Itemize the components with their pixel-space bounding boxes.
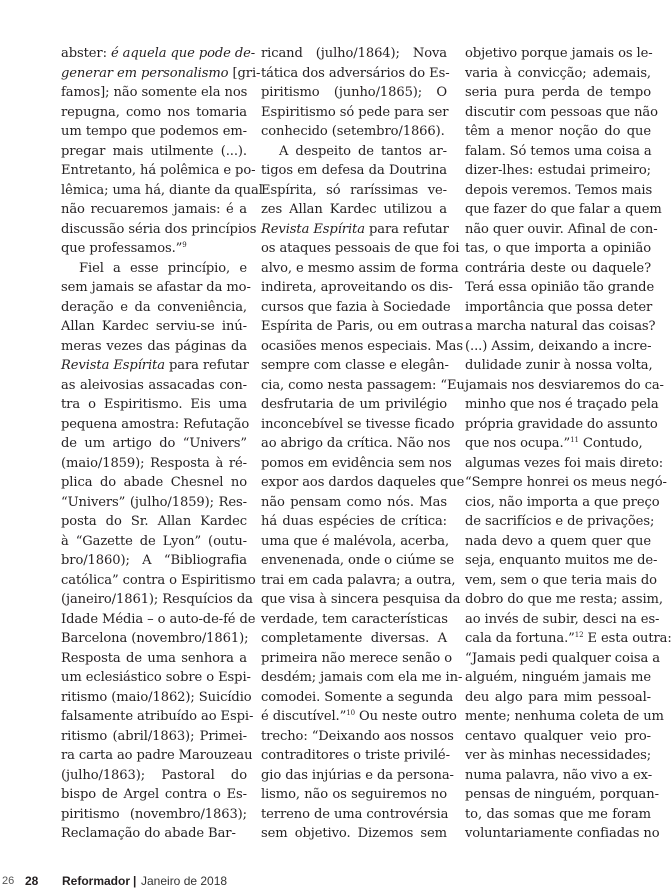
italic-text: Revista Espírita [61, 358, 165, 373]
text-line [465, 337, 651, 357]
text-segment: deu algo para mim pessoal- [465, 689, 651, 705]
text-segment: as aleivosias assacadas con- [61, 377, 247, 393]
text-segment: à “Gazette de Lyon” (outu- [61, 533, 247, 549]
text-segment: A despeito de tantos ar- [279, 143, 447, 159]
text-line [61, 571, 256, 591]
text-line [261, 376, 465, 396]
text-line [261, 239, 460, 259]
text-line [465, 161, 651, 181]
text-segment: (maio/1859); Resposta à ré- [61, 455, 247, 471]
text-line [465, 220, 658, 240]
text-line [261, 454, 452, 474]
text-line [261, 551, 454, 571]
text-segment: depois veremos. Temos mais [465, 182, 653, 198]
text-segment: pregar mais utilmente (...). [61, 143, 247, 159]
text-segment: vem, sem o que teria mais do [465, 572, 657, 588]
text-line [61, 278, 251, 298]
text-segment: centavo qualquer veio pro- [465, 728, 651, 744]
text-segment: tas, o que importa a opinião [465, 241, 651, 256]
text-segment: que fazer do que falar a quem [465, 202, 662, 217]
text-segment: que nos ocupa.” [465, 436, 571, 451]
text-segment: é discutível.” [261, 709, 347, 724]
text-segment: ver às minhas necessidades; [465, 748, 652, 763]
text-line [61, 746, 253, 766]
text-line [61, 824, 247, 844]
page-footer [0, 873, 657, 892]
text-segment: (julho/1863); Pastoral do [61, 767, 247, 783]
footnote-marker: 10 [346, 709, 355, 717]
text-line [61, 649, 247, 669]
text-line [61, 239, 247, 259]
text-segment: tática dos adversários do Es- [261, 65, 450, 81]
text-segment: dobro do que me resta; assim, [465, 592, 663, 607]
italic-text: Revista Espírita [261, 221, 365, 237]
text-segment: ocasiões menos especiais. Mas [261, 338, 463, 354]
text-segment: bispo de Argel contra o Es- [61, 787, 247, 802]
text-segment: importância que possa deter [465, 299, 653, 315]
text-line [465, 824, 660, 844]
text-line [465, 64, 651, 84]
text-line [61, 727, 247, 747]
text-line [61, 473, 247, 493]
text-segment: Resposta de uma senhora a [61, 650, 247, 666]
text-line [465, 415, 658, 435]
text-segment: (...) Assim, deixando a incre- [465, 338, 652, 354]
text-line [465, 473, 667, 493]
footnote-marker: 12 [574, 631, 584, 639]
text-line [465, 434, 651, 454]
text-segment: uma que é malévola, acerba, [261, 533, 450, 549]
text-segment: piritismo (junho/1865); O [261, 85, 447, 100]
text-line [261, 610, 447, 630]
text-segment: um tempo que podemos em- [61, 124, 247, 139]
text-line [61, 161, 256, 181]
text-line [61, 298, 247, 318]
text-line [61, 551, 247, 571]
text-segment: Espiritismo só pede para ser [261, 104, 449, 120]
text-column-3 [465, 44, 672, 844]
text-line [465, 356, 651, 376]
text-line [261, 688, 454, 708]
footer-issue-date: Janeiro de 2018 [141, 874, 228, 888]
text-segment: Idade Média – o auto-de-fé de [61, 611, 256, 627]
text-line [61, 337, 247, 357]
text-line [261, 785, 447, 805]
text-line [261, 434, 451, 454]
text-line [261, 64, 450, 84]
text-line [465, 122, 651, 142]
text-line [465, 610, 660, 630]
text-line [465, 239, 651, 259]
text-segment: plica do abade Chesnel no [61, 475, 247, 490]
text-line [465, 454, 664, 474]
text-segment: objetivo porque jamais os le- [465, 46, 653, 61]
text-segment: (janeiro/1861); Resquícios da [61, 592, 253, 607]
text-segment: lismo, não os seguiremos no [261, 787, 447, 802]
text-segment: primeira não merece senão o [261, 650, 453, 666]
text-segment: para refutar [364, 221, 449, 237]
text-segment: conhecido (setembro/1866). [261, 124, 445, 139]
text-segment: dulidade zunir à nossa volta, [465, 358, 653, 373]
text-segment: verdade, tem características [261, 611, 448, 627]
text-segment: alvo, e mesmo assim de forma [261, 260, 459, 276]
text-segment: posta do Sr. Allan Kardec [61, 514, 247, 529]
text-line [465, 571, 657, 591]
text-line [61, 64, 261, 84]
text-segment: algumas vezes foi mais direto: [465, 455, 664, 471]
text-line [61, 395, 247, 415]
text-segment: cala da fortuna.” [465, 631, 575, 646]
text-line [261, 161, 447, 181]
text-segment: Barcelona (novembro/1861); [61, 631, 249, 646]
text-segment: trai em cada palavra; a outra, [261, 572, 456, 588]
text-segment: completamente diversas. A [261, 631, 447, 646]
text-segment: bro/1860); A “Bibliografia [61, 553, 247, 568]
text-segment: não pensam como nós. Mas [261, 494, 447, 510]
text-line [61, 590, 253, 610]
text-segment: falsamente atribuído ao Espi- [61, 709, 254, 724]
text-segment: que professamos.” [61, 241, 183, 256]
text-line [261, 278, 453, 298]
text-segment: mente; nenhuma coleta de um [465, 709, 664, 724]
text-line [261, 259, 459, 279]
text-line [465, 649, 660, 669]
text-line [465, 707, 664, 727]
text-line [261, 395, 447, 415]
text-line [61, 220, 257, 240]
text-segment: tigos em defesa da Doutrina [261, 163, 447, 178]
text-line [61, 200, 247, 220]
text-segment: Entretanto, há polêmica e po- [61, 163, 256, 178]
text-segment: “Univers” (julho/1859); Res- [61, 494, 247, 510]
text-line [465, 83, 651, 103]
text-segment: Reclamação do abade Bar- [61, 826, 236, 841]
text-segment: “Jamais pedi qualquer coisa a [465, 650, 660, 666]
text-segment: discussão séria dos princípios [61, 221, 257, 237]
text-line [465, 103, 658, 123]
text-segment: católica” contra o Espiritismo [61, 572, 256, 588]
text-line [61, 766, 247, 786]
text-segment: ritismo (maio/1862); Suicídio [61, 689, 252, 705]
text-segment: desdém; jamais com ela me in- [261, 670, 463, 685]
text-segment: Contudo, [578, 436, 643, 451]
text-line [261, 103, 447, 123]
footer-magazine-name: Reformador [62, 874, 131, 888]
text-segment: minho que nos é traçado pela [465, 397, 659, 412]
text-line [261, 532, 450, 552]
text-line [61, 454, 247, 474]
text-segment: terreno de uma controvérsia [261, 806, 449, 822]
text-segment: que visa à sincera pesquisa da [261, 592, 461, 607]
text-segment: Ou neste outro [354, 709, 457, 724]
italic-text: generar em personalismo [61, 65, 229, 81]
text-segment: alguém, ninguém jamais me [465, 670, 651, 685]
text-line [61, 805, 247, 825]
text-segment: discutir com pessoas que não [465, 104, 658, 120]
text-segment: contrária deste ou daquele? [465, 260, 651, 276]
text-line [261, 805, 447, 825]
text-segment: abster: [61, 46, 111, 61]
text-segment: própria gravidade do assunto [465, 416, 658, 432]
text-line [261, 727, 454, 747]
text-line [465, 805, 651, 825]
text-segment: varia à convicção; ademais, [465, 65, 651, 81]
text-line [61, 83, 247, 103]
text-line [61, 259, 247, 279]
text-line [261, 142, 447, 162]
text-segment: lêmica; uma há, diante da qual [61, 182, 263, 198]
text-segment: repugna, como nos tomaria [61, 104, 247, 120]
text-line [261, 493, 447, 513]
text-line [261, 415, 455, 435]
text-segment: comodei. Somente a segunda [261, 689, 454, 705]
text-segment: to, das somas que me foram [465, 806, 651, 822]
text-segment: ra carta ao padre Marouzeau [61, 748, 253, 763]
text-line [61, 688, 252, 708]
text-line [465, 181, 651, 201]
text-segment: contraditores o triste privilé- [261, 748, 450, 763]
text-segment: piritismo (novembro/1863); [61, 806, 247, 822]
text-line [465, 551, 658, 571]
text-line [61, 142, 247, 162]
text-segment: desfrutaria de um privilégio [261, 397, 447, 412]
text-line [465, 493, 660, 513]
text-line [261, 766, 454, 786]
text-line [61, 415, 250, 435]
text-segment: Espírita de Paris, ou em outras [261, 319, 464, 334]
text-line [61, 376, 247, 396]
footer-page-number-small: 26 [2, 875, 15, 887]
text-segment: tra o Espiritismo. Eis uma [61, 397, 247, 412]
text-line [465, 278, 655, 298]
text-segment: [gri- [228, 65, 261, 81]
text-line [261, 220, 447, 240]
text-line [261, 83, 447, 103]
text-segment: têm a menor noção do que [465, 124, 651, 139]
text-line [465, 590, 663, 610]
text-segment: ao invés de subir, desci na es- [465, 611, 660, 627]
text-line [465, 688, 651, 708]
text-segment: voluntariamente confiadas no [465, 826, 660, 841]
text-segment: deração e da conveniência, [61, 299, 247, 315]
text-segment: expor aos dardos daqueles que [261, 475, 465, 490]
text-segment: meras vezes das páginas da [61, 338, 247, 354]
text-line [465, 259, 651, 279]
text-line [261, 356, 447, 376]
text-segment: indireta, aproveitando os dis- [261, 280, 453, 295]
text-line [465, 766, 651, 786]
text-line [465, 668, 651, 688]
text-line [261, 298, 451, 318]
text-line [261, 629, 447, 649]
text-column-2 [261, 44, 465, 844]
text-line [261, 668, 463, 688]
text-segment: seja, enquanto muitos me de- [465, 553, 658, 568]
text-line [261, 317, 464, 337]
text-line [261, 824, 447, 844]
text-segment: pensas de ninguém, porquan- [465, 787, 659, 802]
text-line [61, 512, 247, 532]
text-line [261, 200, 447, 220]
text-segment: um eclesiástico sobre o Espi- [61, 670, 251, 685]
text-line [61, 629, 247, 649]
text-segment: não recuaremos jamais: é a [61, 202, 247, 217]
text-segment: os ataques pessoais de que foi [261, 241, 460, 256]
text-line [261, 571, 456, 591]
text-line [261, 337, 463, 357]
text-line [465, 532, 651, 552]
text-segment: E esta outra: [583, 631, 672, 646]
footnote-marker: 9 [182, 241, 187, 249]
text-line [465, 395, 659, 415]
text-line [261, 44, 447, 64]
text-segment: seria pura perda de tempo [465, 85, 651, 100]
text-segment: jamais nos desviaremos do ca- [465, 377, 664, 393]
text-line [261, 473, 465, 493]
text-segment: gio das injúrias e da persona- [261, 767, 454, 783]
text-segment: cios, não importa a que preço [465, 494, 660, 510]
text-segment: zes Allan Kardec utilizou a [261, 202, 447, 217]
text-line [61, 785, 247, 805]
text-line [465, 746, 651, 766]
text-line [61, 181, 263, 201]
text-segment: sempre com classe e elegân- [261, 358, 449, 373]
text-line [465, 785, 659, 805]
text-segment: há duas espécies de crítica: [261, 514, 447, 529]
text-line [61, 434, 247, 454]
text-line [61, 532, 247, 552]
italic-text: é aquela que pode de- [110, 46, 256, 61]
text-segment: “Sempre honrei os meus negó- [465, 475, 667, 490]
text-line [465, 44, 651, 64]
text-segment: famos]; não somente ela nos [61, 85, 248, 100]
text-segment: não quer ouvir. Afinal de con- [465, 221, 658, 237]
text-segment: Espírita, só raríssimas ve- [261, 182, 447, 198]
text-segment: ricand (julho/1864); Nova [261, 46, 447, 61]
text-segment: numa palavra, não vivo a ex- [465, 767, 653, 783]
footer-page-number: 28 [25, 874, 39, 888]
text-segment: falam. Só temos uma coisa a [465, 143, 652, 159]
text-line [61, 103, 247, 123]
text-segment: dizer-lhes: estudai primeiro; [465, 163, 651, 178]
text-line [465, 142, 651, 162]
text-line [465, 376, 664, 396]
text-segment: nada devo a quem quer que [465, 533, 651, 549]
text-line [61, 356, 247, 376]
text-segment: pequena amostra: Refutação [61, 416, 250, 432]
text-segment: Terá essa opinião tão grande [465, 280, 655, 295]
text-line [261, 707, 457, 727]
text-segment: de sacrifícios e de privações; [465, 514, 655, 529]
text-line [465, 727, 651, 747]
text-segment: sem jamais se afastar da mo- [61, 280, 251, 295]
text-line [61, 122, 247, 142]
text-line [465, 512, 655, 532]
text-segment: ao abrigo da crítica. Não nos [261, 436, 451, 451]
text-line [261, 746, 450, 766]
text-segment: sem objetivo. Dizemos sem [261, 826, 447, 841]
text-line [61, 493, 247, 513]
text-line [465, 317, 656, 337]
text-segment: ritismo (abril/1863); Primei- [61, 728, 247, 744]
text-segment: cursos que fazia à Sociedade [261, 299, 451, 315]
text-line [465, 298, 651, 318]
text-line [61, 610, 256, 630]
text-line [261, 649, 453, 669]
text-segment: envenenada, onde o ciúme se [261, 553, 454, 568]
text-column-1 [61, 44, 263, 844]
text-line [61, 707, 254, 727]
text-line [465, 629, 672, 649]
text-line [465, 200, 662, 220]
text-line [61, 668, 251, 688]
text-segment: Allan Kardec serviu-se inú- [61, 319, 247, 334]
text-line [261, 181, 447, 201]
text-line [261, 512, 447, 532]
text-segment: trecho: “Deixando aos nossos [261, 728, 454, 744]
text-line [61, 317, 247, 337]
text-segment: Fiel a esse princípio, e [79, 260, 247, 276]
text-segment: pomos em evidência sem nos [261, 455, 452, 471]
text-segment: cia, como nesta passagem: “Eu [261, 377, 465, 393]
footnote-marker: 11 [570, 436, 579, 444]
text-line [261, 122, 447, 142]
text-line [61, 44, 256, 64]
text-segment: para refutar [164, 358, 249, 373]
text-segment: de um artigo do “Univers” [61, 436, 247, 451]
text-segment: inconcebível se tivesse ficado [261, 416, 455, 432]
footer-separator: | [133, 874, 137, 888]
text-line [261, 590, 461, 610]
text-segment: a marcha natural das coisas? [465, 319, 656, 334]
